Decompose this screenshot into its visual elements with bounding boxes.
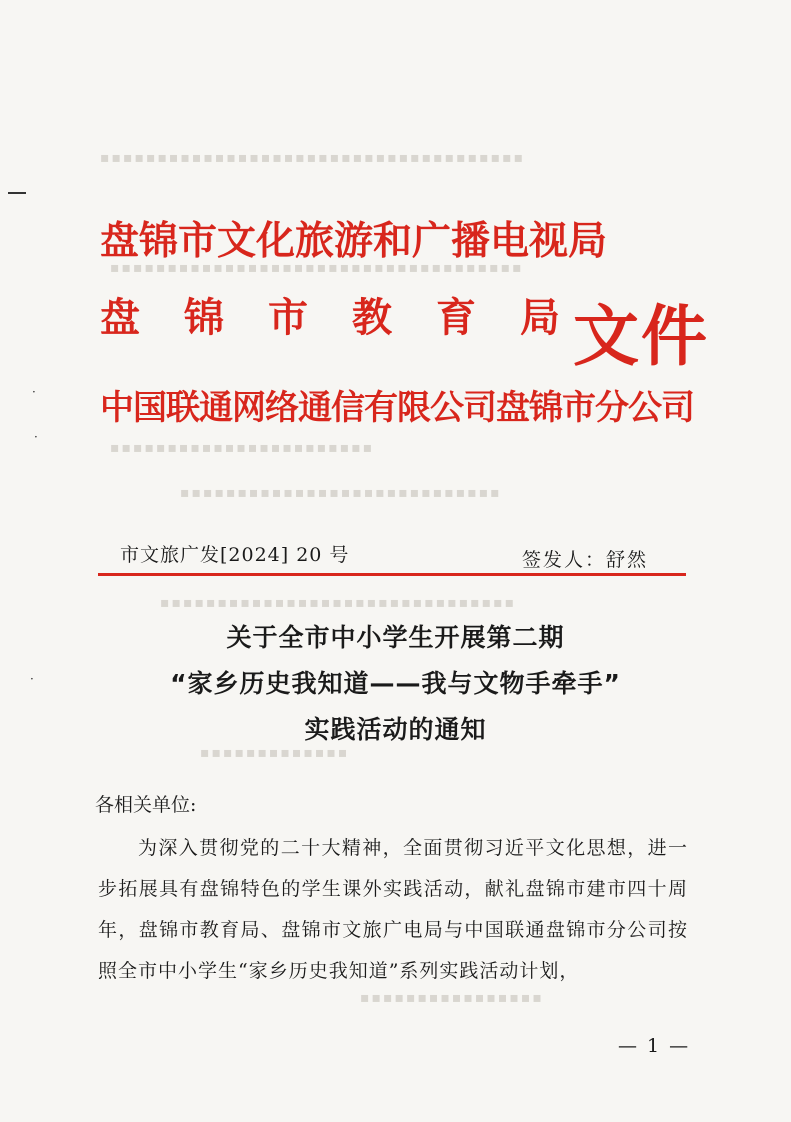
document-number: 市文旅广发[2024] 20 号 xyxy=(120,544,350,566)
scan-mark: · xyxy=(30,672,34,686)
title-line-1: 关于全市中小学生开展第二期 xyxy=(226,623,565,652)
org-education-char: 市 xyxy=(268,295,308,341)
bleed-through-texture: ▪▪▪▪▪▪▪▪▪▪▪▪▪▪▪▪▪▪▪▪▪▪▪▪▪▪▪▪▪▪▪▪▪▪▪▪ xyxy=(110,260,524,276)
bleed-through-texture: ▪▪▪▪▪▪▪▪▪▪▪▪▪▪▪▪▪▪▪▪▪▪▪▪▪▪▪▪▪▪▪▪▪▪▪▪▪ xyxy=(100,150,526,166)
scan-mark: · xyxy=(32,385,36,399)
paragraph: 为深入贯彻党的二十大精神，全面贯彻习近平文化思想，进一步拓展具有盘锦特色的学生课外实践活动，献礼盘锦市建市四十周年，盘锦市教育局、盘锦市文旅广电局与中国联通盘锦市分公司按照全市中小学生“家乡历史我知道”系列实践活动计划， xyxy=(98,837,688,982)
red-divider-line xyxy=(98,573,686,576)
title-line-3: 实践活动的通知 xyxy=(304,715,487,744)
org-education-bureau xyxy=(100,286,604,343)
org-education-char: 教 xyxy=(352,295,392,341)
org-education-char: 锦 xyxy=(184,295,224,341)
org-education-char: 育 xyxy=(436,295,476,341)
bleed-through-texture: ▪▪▪▪▪▪▪▪▪▪▪▪▪ xyxy=(200,745,350,761)
bleed-through-texture: ▪▪▪▪▪▪▪▪▪▪▪▪▪▪▪▪ xyxy=(360,990,544,1006)
bleed-through-texture: ▪▪▪▪▪▪▪▪▪▪▪▪▪▪▪▪▪▪▪▪▪▪▪▪▪▪▪▪▪▪▪ xyxy=(160,595,517,611)
org-china-unicom-panjin: 中国联通网络通信有限公司盘锦市分公司 xyxy=(100,388,694,428)
body-text xyxy=(98,828,688,992)
signer: 签发人：舒然 xyxy=(522,549,649,571)
salutation: 各相关单位: xyxy=(95,794,197,816)
org-education-char: 局 xyxy=(520,295,560,341)
document-word: 文件 xyxy=(573,298,709,375)
page-number: — 1 — xyxy=(618,1035,691,1057)
title-line-2: “家乡历史我知道——我与文物手牵手” xyxy=(170,669,621,698)
bleed-through-texture: ▪▪▪▪▪▪▪▪▪▪▪▪▪▪▪▪▪▪▪▪▪▪▪▪▪▪▪▪ xyxy=(180,485,502,501)
scan-mark: · xyxy=(34,430,38,444)
org-education-char: 盘 xyxy=(100,295,140,341)
org-culture-tourism-bureau: 盘锦市文化旅游和广播电视局 xyxy=(100,219,608,264)
bleed-through-texture: ▪▪▪▪▪▪▪▪▪▪▪▪▪▪▪▪▪▪▪▪▪▪▪ xyxy=(110,440,375,456)
scan-mark xyxy=(8,192,26,194)
